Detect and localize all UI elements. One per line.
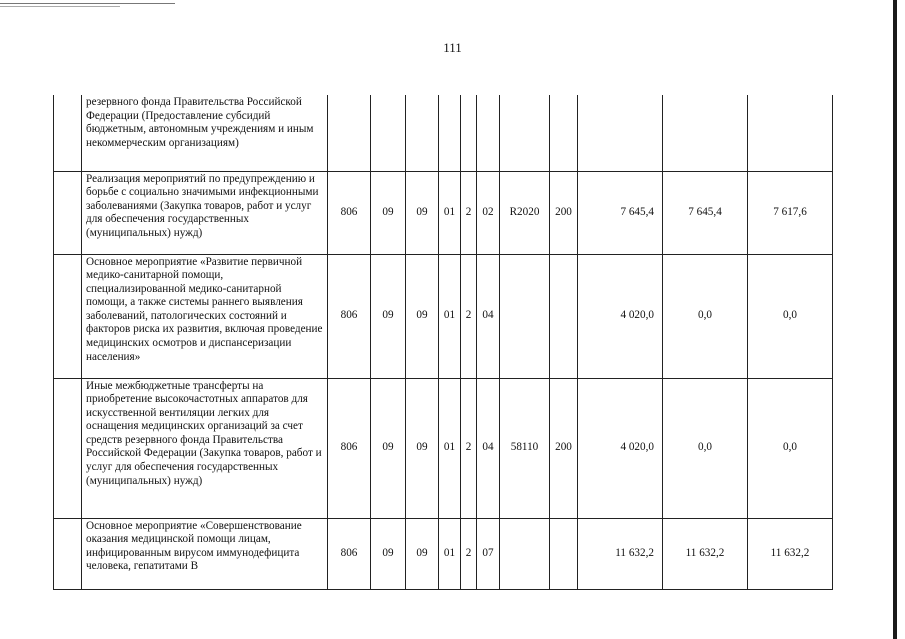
row-description: Основное мероприятие «Развитие первичной медико-санитарной помощи, специализированной медико-санитарной помощи, а также системы раннего выявления заболеваний, патологических состояний и факторов риска их развития, включая проведение медицинских осмотров и диспансеризации населения»: [82, 254, 328, 378]
amount-year-1: 4 020,0: [578, 378, 663, 518]
amount-year-3: 7 617,6: [748, 171, 833, 254]
subprogram-code: 2: [461, 378, 477, 518]
direction-code: R2020: [500, 171, 550, 254]
ministry-code: 806: [328, 171, 371, 254]
subsection-code: 09: [406, 254, 439, 378]
amount-year-3: 0,0: [748, 254, 833, 378]
ministry-code: 806: [328, 378, 371, 518]
activity-code: [477, 95, 500, 171]
ministry-code: 806: [328, 518, 371, 589]
table-row: [54, 518, 833, 589]
amount-year-1: 4 020,0: [578, 254, 663, 378]
row-description: резервного фонда Правительства Российской Федерации (Предоставление субсидий бюджетным, автономным учреждениям и иным некоммерческим организациям): [82, 95, 328, 171]
section-code: 09: [371, 254, 406, 378]
program-code: 01: [439, 378, 461, 518]
amount-year-2: 11 632,2: [663, 518, 748, 589]
table-row: [54, 95, 833, 171]
ministry-code: [328, 95, 371, 171]
activity-code: 02: [477, 171, 500, 254]
ministry-code: 806: [328, 254, 371, 378]
subsection-code: 09: [406, 171, 439, 254]
section-code: [371, 95, 406, 171]
row-description: Основное мероприятие «Совершенствование оказания медицинской помощи лицам, инфицированным вирусом иммунодефицита человека, гепатитами В: [82, 518, 328, 589]
row-number-cell: [54, 254, 82, 378]
amount-year-2: 0,0: [663, 254, 748, 378]
amount-year-3: [748, 95, 833, 171]
row-description: Реализация мероприятий по предупреждению и борьбе с социально значимыми инфекционными заболеваниями (Закупка товаров, работ и услуг для обеспечения государственных (муниципальных) нужд): [82, 171, 328, 254]
table-row: [54, 254, 833, 378]
subprogram-code: 2: [461, 254, 477, 378]
direction-code: [500, 518, 550, 589]
direction-code: 58110: [500, 378, 550, 518]
program-code: [439, 95, 461, 171]
table-body: [54, 95, 833, 589]
row-number-cell: [54, 171, 82, 254]
amount-year-1: 7 645,4: [578, 171, 663, 254]
expense-type-code: [550, 254, 578, 378]
scan-artifact-line: [0, 3, 175, 4]
page-number: 111: [443, 40, 462, 55]
scan-edge-shadow: [893, 0, 897, 639]
amount-year-1: 11 632,2: [578, 518, 663, 589]
amount-year-1: [578, 95, 663, 171]
amount-year-3: 11 632,2: [748, 518, 833, 589]
expense-type-code: [550, 95, 578, 171]
expense-type-code: 200: [550, 378, 578, 518]
scan-artifact-line: [0, 6, 120, 7]
row-number-cell: [54, 378, 82, 518]
table-row: [54, 171, 833, 254]
program-code: 01: [439, 254, 461, 378]
subprogram-code: [461, 95, 477, 171]
budget-table: [53, 95, 833, 590]
amount-year-2: 0,0: [663, 378, 748, 518]
activity-code: 04: [477, 378, 500, 518]
subsection-code: 09: [406, 518, 439, 589]
amount-year-3: 0,0: [748, 378, 833, 518]
section-code: 09: [371, 378, 406, 518]
activity-code: 07: [477, 518, 500, 589]
amount-year-2: [663, 95, 748, 171]
row-number-cell: [54, 518, 82, 589]
subsection-code: 09: [406, 378, 439, 518]
activity-code: 04: [477, 254, 500, 378]
row-description: Иные межбюджетные трансферты на приобретение высокочастотных аппаратов для искусственной вентиляции легких для оснащения медицинских организаций за счет средств резервного фонда Правительства Российской Федерации (Закупка товаров, работ и услуг для обеспечения государственных (муниципальных) нужд): [82, 378, 328, 518]
subprogram-code: 2: [461, 518, 477, 589]
section-code: 09: [371, 518, 406, 589]
direction-code: [500, 95, 550, 171]
expense-type-code: 200: [550, 171, 578, 254]
program-code: 01: [439, 171, 461, 254]
amount-year-2: 7 645,4: [663, 171, 748, 254]
row-number-cell: [54, 95, 82, 171]
expense-type-code: [550, 518, 578, 589]
direction-code: [500, 254, 550, 378]
section-code: 09: [371, 171, 406, 254]
program-code: 01: [439, 518, 461, 589]
subsection-code: [406, 95, 439, 171]
subprogram-code: 2: [461, 171, 477, 254]
table-row: [54, 378, 833, 518]
